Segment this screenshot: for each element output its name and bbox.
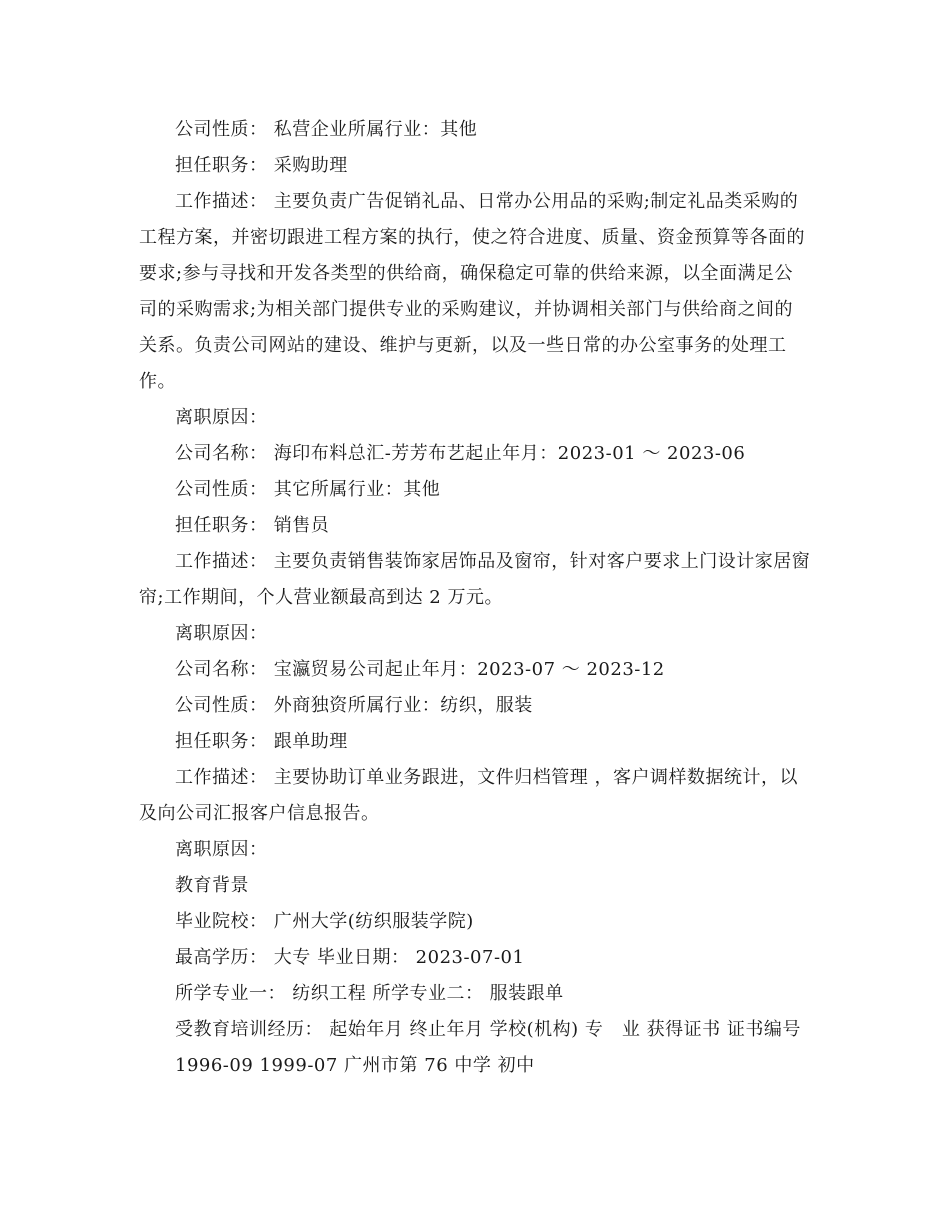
company-type-3: 公司性质： 外商独资所属行业：纺织，服装 <box>175 695 533 716</box>
company-name-3: 公司名称： 宝瀛贸易公司起止年月：2023-07 ～ 2023-12 <box>175 659 665 680</box>
education-heading: 教育背景 <box>175 875 249 896</box>
job-description-2: 工作描述： 主要负责销售装饰家居饰品及窗帘，针对客户要求上门设计家居窗帘;工作期间，个人营业额最高到达 2 万元。 <box>139 551 811 608</box>
highest-degree: 最高学历： 大专 毕业日期： 2023-07-01 <box>175 947 525 968</box>
company-type-2: 公司性质： 其它所属行业：其他 <box>175 479 441 500</box>
leave-reason-3: 离职原因： <box>175 839 268 860</box>
position-2: 担任职务： 销售员 <box>175 515 330 536</box>
education-history-header: 受教育培训经历： 起始年月 终止年月 学校(机构) 专 业 获得证书 证书编号 <box>175 1019 801 1040</box>
majors: 所学专业一： 纺织工程 所学专业二： 服装跟单 <box>175 983 564 1004</box>
job-description-1: 工作描述： 主要负责广告促销礼品、日常办公用品的采购;制定礼品类采购的工程方案，并密切跟进工程方案的执行，使之符合进度、质量、资金预算等各面的要求;参与寻找和开发各类型的供给商，确保稳定可靠的供给来源，以全面满足公司的采购需求;为相关部门提供专业的采购建议，并协调相关部门与供给商之间的关系。负责公司网站的建设、维护与更新，以及一些日常的办公室事务的处理工作。 <box>139 191 805 392</box>
position-1: 担任职务： 采购助理 <box>175 155 348 176</box>
position-3: 担任职务： 跟单助理 <box>175 731 348 752</box>
graduate-school: 毕业院校： 广州大学(纺织服装学院) <box>175 911 474 932</box>
job-description-3: 工作描述： 主要协助订单业务跟进，文件归档管理 ，客户调样数据统计，以及向公司汇报客户信息报告。 <box>139 767 798 824</box>
leave-reason-2: 离职原因： <box>175 623 268 644</box>
company-name-2: 公司名称： 海印布料总汇-芳芳布艺起止年月：2023-01 ～ 2023-06 <box>175 443 746 464</box>
resume-content <box>139 112 811 1084</box>
leave-reason-1: 离职原因： <box>175 407 268 428</box>
company-type-1: 公司性质： 私营企业所属行业：其他 <box>175 119 478 140</box>
education-history-row: 1996-09 1999-07 广州市第 76 中学 初中 <box>175 1055 535 1076</box>
